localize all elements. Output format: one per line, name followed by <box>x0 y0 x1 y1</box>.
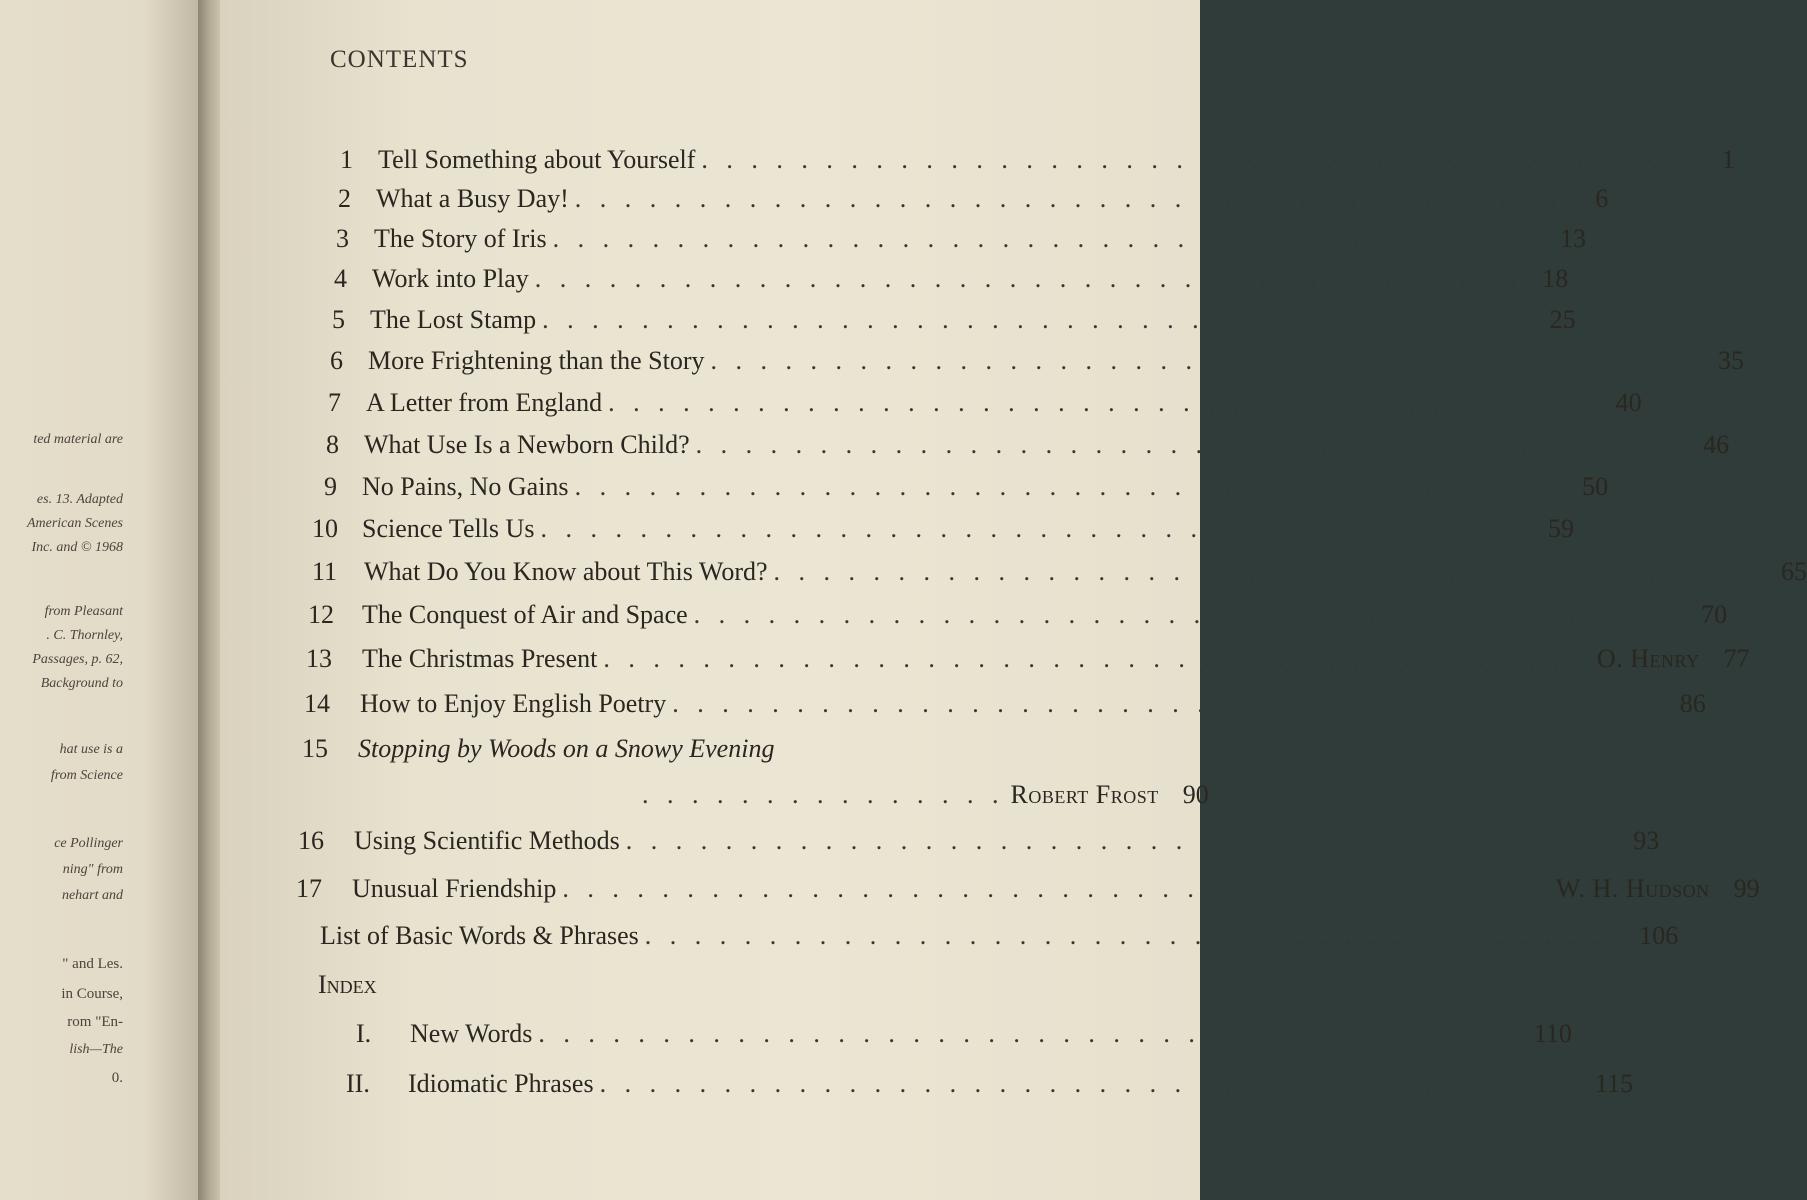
toc-entry-number: 15 <box>302 734 328 763</box>
toc-entry <box>312 557 1807 587</box>
toc-entry-number: II. <box>346 1069 370 1098</box>
toc-entry-title: How to Enjoy English Poetry <box>360 689 667 718</box>
dot-leader: . . . . . . . . . . . . . . . . . . . . . . . . . . . . . . . . . . . . . . . . <box>552 224 1541 253</box>
dot-leader: . . . . . . . . . . . . . . . . . . . . . . . . . . . . . . . . . . . . . . . . <box>534 264 1523 293</box>
toc-entry-number: 10 <box>312 514 338 543</box>
toc-entry-page: 115 <box>1595 1069 1634 1098</box>
toc-entry <box>326 430 1730 460</box>
dot-leader: . . . . . . . . . . . . . . . . . . . . . . . . . . . . . . . . . . . . . . . . <box>710 346 1699 375</box>
left-page-fragment: ted material are <box>33 432 123 447</box>
left-page <box>0 0 205 1200</box>
toc-entry-number: 5 <box>332 305 345 334</box>
left-page-fragment: in Course, <box>61 986 123 1002</box>
left-page-fragment: Inc. and © 1968 <box>31 540 123 555</box>
toc-entry <box>330 346 1745 376</box>
toc-entry-author: W. H. Hudson <box>1555 874 1710 903</box>
toc-entry-number: 6 <box>330 346 343 375</box>
left-page-fragment: . C. Thornley, <box>46 628 123 643</box>
toc-entry-title: What a Busy Day! <box>376 184 569 213</box>
toc-entry-number: I. <box>356 1019 372 1048</box>
toc-index-item <box>356 1019 1572 1049</box>
toc-entry-page: 13 <box>1560 224 1587 253</box>
toc-entry-continuation <box>636 780 1209 810</box>
toc-entry-title: List of Basic Words & Phrases <box>320 921 639 950</box>
dot-leader: . . . . . . . . . . . . . . . . . . . . . . . . . . . . . . . . . . . . . . . . <box>540 514 1528 543</box>
toc-entry-title: The Christmas Present <box>362 644 598 673</box>
toc-entry <box>308 600 1728 630</box>
toc-entry-title: Tell Something about Yourself <box>378 145 696 174</box>
toc-entry-number: 17 <box>296 874 322 903</box>
left-page-fragment: nehart and <box>61 888 123 903</box>
toc-entry-number: 16 <box>298 826 324 855</box>
toc-entry <box>296 874 1760 904</box>
toc-entry-page: 50 <box>1582 472 1609 501</box>
toc-entry-page: 35 <box>1718 346 1745 375</box>
left-page-fragment: " and Les. <box>62 956 123 972</box>
toc-entry <box>302 734 1052 764</box>
toc-entry <box>312 514 1574 544</box>
toc-entry <box>338 184 1609 214</box>
toc-entry-page: 90 <box>1182 780 1209 809</box>
dot-leader: . . . . . . . . . . . . . . . . . . . . . . . . . . . . . . . . . . . . . . . . <box>701 145 1689 174</box>
dot-leader: . . . . . . . . . . . . . . . . . . . . . . . . . . . . . . . . . . . . . . . . <box>574 184 1563 213</box>
toc-entry-number: 9 <box>324 472 337 501</box>
toc-entry <box>332 305 1576 335</box>
toc-entry-page: 77 <box>1723 644 1750 673</box>
left-page-fragment: American Scenes <box>26 516 123 531</box>
toc-entry-number: 13 <box>306 644 332 673</box>
dot-leader: . . . . . . . . . . . . . . . . . . . . . . . . . . . . . . . . . . . . . . . . <box>574 472 1563 501</box>
toc-entry <box>304 689 1706 719</box>
dot-leader: . . . . . . . . . . . . . . . . . . . . . . . . . . . . . . . . . . . . . . . . <box>644 921 1633 950</box>
left-page-fragment: ning" from <box>62 862 123 877</box>
toc-entry <box>334 264 1569 294</box>
dot-leader: . . . . . . . . . . . . . . . . . . . . . . . . . . . . . . . . . . . . . . . . <box>773 557 1762 586</box>
toc-entry <box>306 644 1750 674</box>
dot-leader: . . . . . . . . . . . . . . . . . . . . . . . . . . . . . . . . . . . . . . . . <box>608 388 1596 417</box>
toc-entry-page: 40 <box>1615 388 1642 417</box>
toc-entry-number: 2 <box>338 184 351 213</box>
dot-leader: . . . . . . . . . . . . . . . . . . . . . . . . . . . . . . . . . . . . . . . . <box>538 1019 1526 1048</box>
toc-entry-author: O. Henry <box>1596 644 1700 673</box>
toc-entry-number: 1 <box>340 145 353 174</box>
toc-entry-page: 46 <box>1703 430 1730 459</box>
index-heading: Index <box>318 970 377 999</box>
page-title: CONTENTS <box>330 46 469 73</box>
left-page-fragment: hat use is a <box>59 742 123 757</box>
toc-entry <box>324 472 1609 502</box>
toc-entry-page: 65 <box>1781 557 1807 586</box>
dot-leader: . . . . . . . . . . . . . . . . . . . . . . . . . . . . . . . . . . . . . . . . <box>599 1069 1588 1098</box>
toc-entry-title: The Lost Stamp <box>370 305 537 334</box>
toc-entry-title: No Pains, No Gains <box>362 472 569 501</box>
toc-entry-title: Work into Play <box>372 264 529 293</box>
toc-entry-author: Robert Frost <box>1010 780 1159 809</box>
dot-leader: . . . . . . . . . . . . . . . . . . . . . . . . . . . . . . . . . . . . . . . . <box>562 874 1550 903</box>
left-page-fragment: Background to <box>40 676 123 691</box>
left-page-fragment: from Pleasant <box>44 604 123 619</box>
toc-entry-title: The Conquest of Air and Space <box>362 600 688 629</box>
left-page-fragment: Passages, p. 62, <box>32 652 123 667</box>
toc-entry <box>340 145 1735 175</box>
toc-entry-page: 99 <box>1733 874 1760 903</box>
toc-entry-number: 3 <box>336 224 349 253</box>
toc-entry-title: New Words <box>410 1019 533 1048</box>
toc-entry-number: 8 <box>326 430 339 459</box>
left-page-fragment: lish—The <box>69 1042 123 1057</box>
toc-entry-title: The Story of Iris <box>374 224 547 253</box>
toc-entry-page: 18 <box>1542 264 1569 293</box>
toc-entry-title: Stopping by Woods on a Snowy Evening <box>358 734 775 763</box>
toc-entry-number: 14 <box>304 689 330 718</box>
toc-entry-page: 25 <box>1549 305 1576 334</box>
toc-entry-number: 4 <box>334 264 347 293</box>
toc-entry-title: Unusual Friendship <box>352 874 557 903</box>
left-page-fragment: from Science <box>50 768 123 783</box>
toc-entry-number: 11 <box>312 557 338 586</box>
toc-entry-title: Idiomatic Phrases <box>408 1069 594 1098</box>
toc-entry-page: 106 <box>1639 921 1679 950</box>
toc-entry <box>336 224 1587 254</box>
toc-entry-number: 12 <box>308 600 334 629</box>
dot-leader: . . . . . . . . . . . . . . . <box>642 780 1005 809</box>
toc-entry <box>328 388 1642 418</box>
toc-basic-words <box>320 921 1679 951</box>
toc-entry-page: 1 <box>1721 145 1735 174</box>
toc-index-item <box>346 1069 1634 1099</box>
dot-leader: . . . . . . . . . . . . . . . . . . . . . . . . . . . . . . . . . . . . . . . . <box>542 305 1530 334</box>
toc-entry-page: 59 <box>1547 514 1574 543</box>
dot-leader: . . . . . . . . . . . . . . . . . . . . . . . . . . . . . . . . . . . . . . . . <box>695 430 1684 459</box>
toc-entry-page: 93 <box>1633 826 1660 855</box>
dot-leader: . . . . . . . . . . . . . . . . . . . . . . . . . . . . . . . . . . . . . . . . <box>603 644 1591 673</box>
dot-leader: . . . . . . . . . . . . . . . . . . . . . . . . . . . . . . . . . . . . . . . . <box>693 600 1682 629</box>
toc-entry-title: A Letter from England <box>366 388 603 417</box>
left-page-fragment: es. 13. Adapted <box>36 492 123 507</box>
toc-entry <box>298 826 1660 856</box>
toc-entry-title: What Do You Know about This Word? <box>364 557 768 586</box>
toc-entry-number: 7 <box>328 388 341 417</box>
dot-leader: . . . . . . . . . . . . . . . . . . . . . . . . . . . . . . . . . . . . . . . . <box>672 689 1660 718</box>
left-page-fragment: ce Pollinger <box>54 836 123 851</box>
toc-entry-title: What Use Is a Newborn Child? <box>364 430 690 459</box>
toc-entry-page: 86 <box>1679 689 1706 718</box>
toc-index-heading <box>318 970 618 1000</box>
left-page-fragment: rom "En- <box>67 1014 123 1030</box>
toc-entry-page: 70 <box>1701 600 1728 629</box>
toc-entry-title: More Frightening than the Story <box>368 346 705 375</box>
toc-entry-page: 6 <box>1595 184 1609 213</box>
dot-leader: . . . . . . . . . . . . . . . . . . . . . . . . . . . . . . . . . . . . . . . . <box>625 826 1614 855</box>
toc-entry-page: 110 <box>1533 1019 1572 1048</box>
left-page-fragment: 0. <box>111 1070 123 1086</box>
toc-entry-title: Science Tells Us <box>362 514 535 543</box>
toc-entry-title: Using Scientific Methods <box>354 826 620 855</box>
